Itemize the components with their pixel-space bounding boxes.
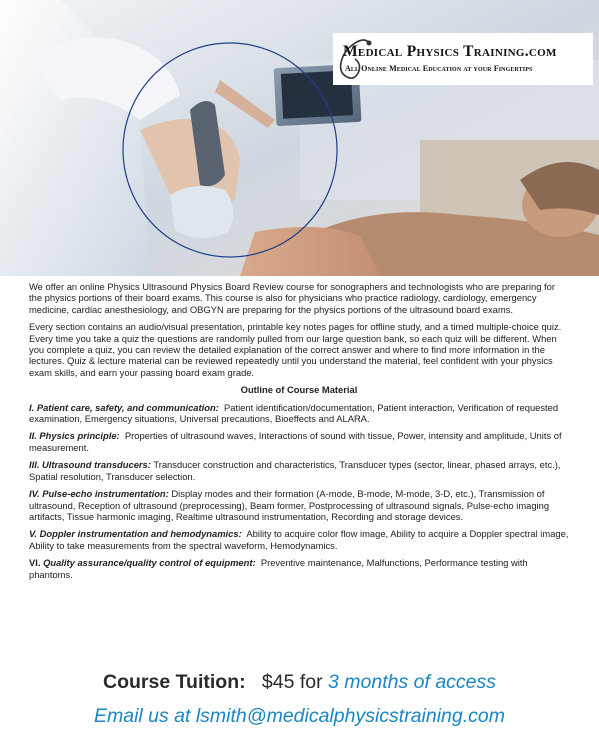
course-tuition — [0, 671, 599, 694]
hero-photo — [0, 0, 599, 276]
logo-tagline: All Online Medical Education at your Fingertips — [345, 64, 533, 73]
section-heading: Quality assurance/quality control of equipment: — [43, 557, 256, 569]
course-description — [29, 281, 569, 586]
section-heading: III. Ultrasound transducers: — [29, 459, 151, 471]
section-body: Properties of ultrasound waves, Interactions of sound with tissue, Power, intensity and amplitude, Units of measurement. — [29, 430, 562, 453]
outline-section-1 — [29, 402, 569, 425]
outline-section-6 — [29, 557, 569, 580]
tuition-price: $45 for — [261, 671, 323, 693]
contact-email[interactable]: Email us at lsmith@medicalphysicstraining.com — [93, 705, 505, 727]
section-heading: IV. Pulse-echo instrumentation: — [29, 488, 169, 500]
logo-title: Medical Physics Training.com — [343, 43, 557, 60]
section-body: Patient identification/documentation, Patient interaction, Verification of requested examination, Emergency situations, Universal precautions, Bioeffects and ALARA. — [29, 401, 559, 425]
section-heading: I. Patient care, safety, and communication: — [29, 401, 219, 413]
outline-section-5 — [29, 528, 569, 551]
tuition-label: Course Tuition: — [102, 671, 246, 693]
section-body: Preventive maintenance, Malfunctions, Performance testing with phantoms. — [29, 557, 528, 580]
intro-paragraph-1: We offer an online Physics Ultrasound Physics Board Review course for sonographers and technologists who are preparing for the physics portions of their board exams. This course is also for physicians who practice radiology, cardiology, emergency medicine, cardiac anesthesiology, and OBGYN are preparing for the physics portions of the ultrasound board exams. — [29, 281, 555, 315]
outline-section-2 — [29, 430, 569, 453]
section-number: VI. — [29, 557, 41, 569]
outline-title: Outline of Course Material — [240, 384, 358, 396]
intro-paragraph-2: Every section contains an audio/visual presentation, printable key notes pages for offline study, and a timed multiple-choice quiz. Every time you take a quiz the questions are randomly pulled from our large question bank, so each quiz will be different. When you complete a quiz, you can review the detailed explanation of the correct answer and where to find more information in the lectures. Quiz & lecture material can be reviewed repeatedly until you understand the material, feel confident with your physics exam skills, and earn your passing board exam grade. — [29, 321, 562, 378]
section-body: Ability to acquire color flow image, Ability to acquire a Doppler spectral image, Ability to take measurements from the spectral waveform, Hemodynamics. — [29, 528, 569, 551]
tuition-access-duration: 3 months of access — [328, 671, 497, 693]
brand-logo — [333, 33, 593, 85]
section-heading: II. Physics principle: — [29, 430, 120, 442]
section-heading: V. Doppler instrumentation and hemodynamics: — [29, 528, 242, 540]
outline-section-4 — [29, 488, 569, 522]
outline-section-3 — [29, 459, 569, 482]
section-body: Transducer construction and characteristics, Transducer types (sector, linear, phased arrays, etc.), Spatial resolution, Transducer selection. — [29, 459, 561, 482]
section-body: Display modes and their formation (A-mode, B-mode, M-mode, 3-D, etc.), Transmission of ultrasound, Reception of ultrasound (preprocessing), Beam former, Postprocessing of ultrasound signals, Pulse-echo imaging artifacts, Tissue harmonic imaging, Realtime ultrasound instrumentation, Recording and storage devices. — [29, 488, 550, 522]
